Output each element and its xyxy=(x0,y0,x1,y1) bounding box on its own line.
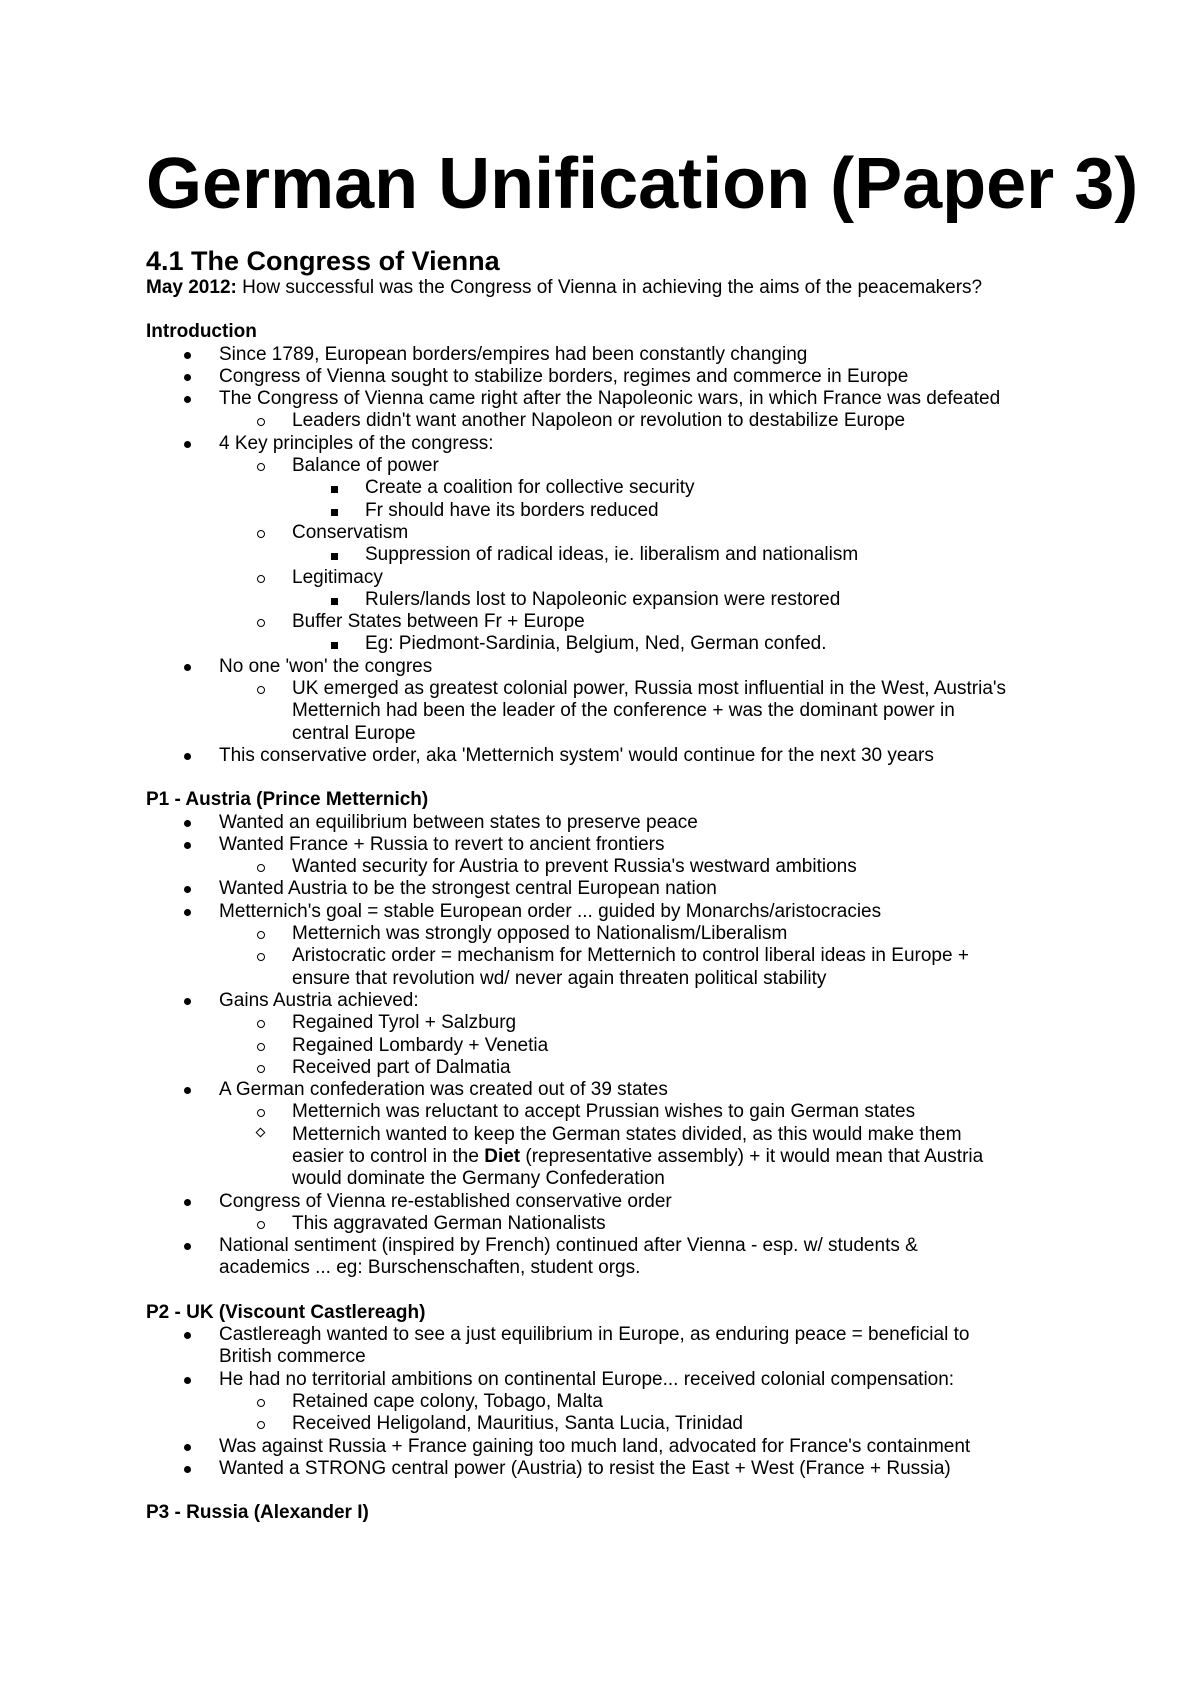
list-item: Metternich wanted to keep the German states divided, as this would make them easier to control in the Diet (representative assembly) + it would mean that Austria would dominate the Germany Confederation xyxy=(146,1124,1106,1191)
list-item: Castlereagh wanted to see a just equilibrium in Europe, as enduring peace = beneficial to British commerce xyxy=(146,1324,1106,1369)
list-item: Gains Austria achieved: xyxy=(146,990,1106,1012)
list-item: Wanted Austria to be the strongest central European nation xyxy=(146,878,1106,900)
list-item: Regained Lombardy + Venetia xyxy=(146,1035,1106,1057)
list-item: Received Heligoland, Mauritius, Santa Lucia, Trinidad xyxy=(146,1413,1106,1435)
bullet-icon xyxy=(184,1243,191,1250)
hollow-bullet-icon xyxy=(257,686,265,694)
hollow-bullet-icon xyxy=(257,463,265,471)
bullet-icon xyxy=(184,753,191,760)
list-item: Received part of Dalmatia xyxy=(146,1057,1106,1079)
hollow-bullet-icon xyxy=(257,530,265,538)
list-item: UK emerged as greatest colonial power, Russia most influential in the West, Austria's Metternich had been the leader of the conference + was the dominant power in central Europe xyxy=(146,678,1106,745)
question-text: How successful was the Congress of Vienna in achieving the aims of the peacemakers? xyxy=(236,277,983,298)
document-body xyxy=(146,245,1106,1524)
square-bullet-icon xyxy=(331,553,338,560)
square-bullet-icon xyxy=(331,598,338,605)
document-title: German Unification (Paper 3) xyxy=(146,144,1139,224)
list-item: Wanted a STRONG central power (Austria) to resist the East + West (France + Russia) xyxy=(146,1458,1106,1480)
hollow-bullet-icon xyxy=(257,1399,265,1407)
bullet-icon xyxy=(184,998,191,1005)
hollow-bullet-icon xyxy=(257,931,265,939)
hollow-bullet-icon xyxy=(257,1065,265,1073)
list-item: Conservatism xyxy=(146,522,1106,544)
list-item: Balance of power xyxy=(146,455,1106,477)
list-item: Aristocratic order = mechanism for Metternich to control liberal ideas in Europe + ensure that revolution wd/ never again threaten political stability xyxy=(146,945,1106,990)
list-item: This conservative order, aka 'Metternich system' would continue for the next 30 years xyxy=(146,745,1106,767)
list-item: Metternich was reluctant to accept Prussian wishes to gain German states xyxy=(146,1101,1106,1123)
bullet-icon xyxy=(184,1466,191,1473)
list-item: Wanted security for Austria to prevent Russia's westward ambitions xyxy=(146,856,1106,878)
list-item: Suppression of radical ideas, ie. liberalism and nationalism xyxy=(146,544,1106,566)
bullet-icon xyxy=(184,1332,191,1339)
list-item: Since 1789, European borders/empires had been constantly changing xyxy=(146,344,1106,366)
list-item: The Congress of Vienna came right after the Napoleonic wars, in which France was defeated xyxy=(146,388,1106,410)
question-label: May 2012: xyxy=(146,277,237,298)
list-item: Wanted an equilibrium between states to preserve peace xyxy=(146,812,1106,834)
bullet-icon xyxy=(184,1444,191,1451)
list-item: Buffer States between Fr + Europe xyxy=(146,611,1106,633)
list-item: Congress of Vienna re-established conservative order xyxy=(146,1191,1106,1213)
bullet-icon xyxy=(184,664,191,671)
list-item: 4 Key principles of the congress: xyxy=(146,433,1106,455)
list-item: Metternich's goal = stable European order ... guided by Monarchs/aristocracies xyxy=(146,901,1106,923)
exam-question xyxy=(146,277,1106,299)
list-item: Retained cape colony, Tobago, Malta xyxy=(146,1391,1106,1413)
bullet-icon xyxy=(184,441,191,448)
bullet-icon xyxy=(184,820,191,827)
list-item: Rulers/lands lost to Napoleonic expansion were restored xyxy=(146,589,1106,611)
list-item: No one 'won' the congres xyxy=(146,656,1106,678)
p2-heading: P2 - UK (Viscount Castlereagh) xyxy=(146,1301,426,1323)
list-item: Eg: Piedmont-Sardinia, Belgium, Ned, German confed. xyxy=(146,633,1106,655)
list-item: Leaders didn't want another Napoleon or revolution to destabilize Europe xyxy=(146,410,1106,432)
square-bullet-icon xyxy=(331,509,338,516)
bullet-icon xyxy=(184,1377,191,1384)
bullet-icon xyxy=(184,374,191,381)
square-bullet-icon xyxy=(331,642,338,649)
diamond-bullet-icon xyxy=(256,1127,266,1137)
list-item: Legitimacy xyxy=(146,567,1106,589)
list-item: A German confederation was created out of 39 states xyxy=(146,1079,1106,1101)
bullet-icon xyxy=(184,886,191,893)
list-item: National sentiment (inspired by French) continued after Vienna - esp. w/ students & academics ... eg: Burschenschaften, student orgs. xyxy=(146,1235,1106,1280)
hollow-bullet-icon xyxy=(257,619,265,627)
hollow-bullet-icon xyxy=(257,418,265,426)
bullet-icon xyxy=(184,1199,191,1206)
p1-heading: P1 - Austria (Prince Metternich) xyxy=(146,789,429,811)
diet-term: Diet xyxy=(484,1145,521,1167)
bullet-icon xyxy=(184,842,191,849)
list-item: Congress of Vienna sought to stabilize borders, regimes and commerce in Europe xyxy=(146,366,1106,388)
square-bullet-icon xyxy=(331,486,338,493)
section-heading: 4.1 The Congress of Vienna xyxy=(146,246,500,276)
hollow-bullet-icon xyxy=(257,1221,265,1229)
bullet-icon xyxy=(184,1087,191,1094)
bullet-icon xyxy=(184,909,191,916)
list-item: Metternich was strongly opposed to Nationalism/Liberalism xyxy=(146,923,1106,945)
hollow-bullet-icon xyxy=(257,1109,265,1117)
hollow-bullet-icon xyxy=(257,864,265,872)
list-item: He had no territorial ambitions on continental Europe... received colonial compensation: xyxy=(146,1369,1106,1391)
hollow-bullet-icon xyxy=(257,953,265,961)
bullet-icon xyxy=(184,396,191,403)
list-item: This aggravated German Nationalists xyxy=(146,1213,1106,1235)
hollow-bullet-icon xyxy=(257,575,265,583)
list-item: Regained Tyrol + Salzburg xyxy=(146,1012,1106,1034)
hollow-bullet-icon xyxy=(257,1020,265,1028)
bullet-icon xyxy=(184,352,191,359)
list-item: Was against Russia + France gaining too much land, advocated for France's containment xyxy=(146,1436,1106,1458)
list-item: Fr should have its borders reduced xyxy=(146,500,1106,522)
hollow-bullet-icon xyxy=(257,1043,265,1051)
p3-heading: P3 - Russia (Alexander I) xyxy=(146,1502,369,1524)
hollow-bullet-icon xyxy=(257,1421,265,1429)
introduction-heading: Introduction xyxy=(146,321,257,343)
list-item: Wanted France + Russia to revert to ancient frontiers xyxy=(146,834,1106,856)
list-item: Create a coalition for collective security xyxy=(146,477,1106,499)
